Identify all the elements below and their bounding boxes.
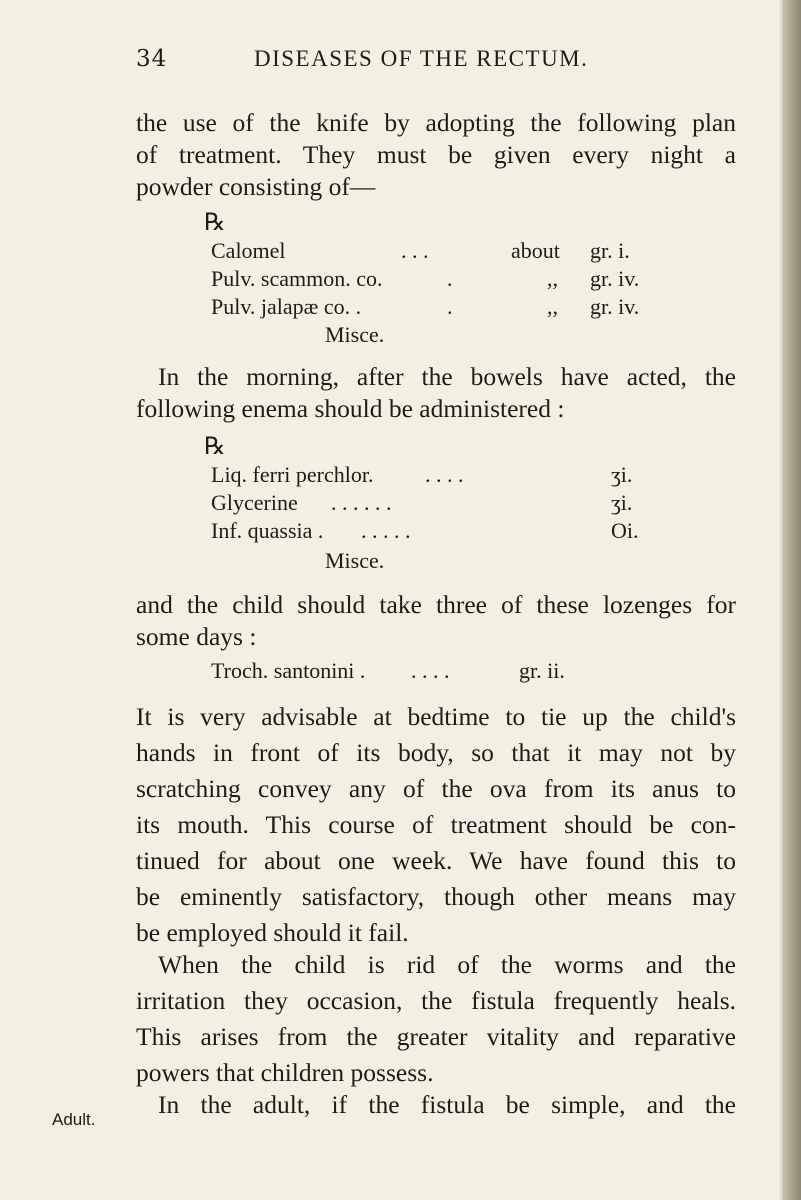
body-line: some days : bbox=[136, 622, 257, 651]
running-title: DISEASES OF THE RECTUM. bbox=[254, 46, 589, 71]
body-line: powder consisting of— bbox=[136, 172, 376, 201]
prescription-row bbox=[211, 488, 651, 518]
body-line: In the morning, after the bowels have acted, the bbox=[158, 362, 736, 391]
body-line: following enema should be administered : bbox=[136, 394, 565, 423]
prescription-row bbox=[211, 236, 651, 266]
body-line: the use of the knife by adopting the following plan bbox=[136, 108, 736, 137]
body-line: its mouth. This course of treatment should be con- bbox=[136, 810, 736, 839]
dose-qualifier: about bbox=[511, 238, 560, 263]
ingredient-name: Troch. santonini . bbox=[211, 658, 366, 683]
leader-dots: . . . . . . bbox=[331, 490, 392, 515]
dose: ʒi. bbox=[611, 462, 633, 487]
leader-dots: . bbox=[447, 266, 453, 291]
body-line: This arises from the greater vitality and reparative bbox=[136, 1022, 736, 1051]
dose: gr. ii. bbox=[519, 658, 565, 683]
ingredient-name: Calomel bbox=[211, 238, 286, 263]
ingredient-name: Pulv. scammon. co. bbox=[211, 266, 383, 291]
leader-dots: . . . . bbox=[411, 658, 450, 683]
body-line: In the adult, if the fistula be simple, and the bbox=[158, 1090, 736, 1119]
recipe-symbol: ℞ bbox=[204, 434, 226, 460]
ingredient-name: Pulv. jalapæ co. . bbox=[211, 294, 362, 319]
misce-label: Misce. bbox=[325, 322, 385, 347]
body-line: It is very advisable at bedtime to tie up the child's bbox=[136, 702, 736, 731]
ingredient-name: Glycerine bbox=[211, 490, 298, 515]
dose: gr. iv. bbox=[590, 294, 640, 319]
ingredient-name: Inf. quassia . bbox=[211, 518, 324, 543]
prescription-row bbox=[211, 264, 651, 294]
ingredient-name: Liq. ferri perchlor. bbox=[211, 462, 374, 487]
body-line: and the child should take three of these lozenges for bbox=[136, 590, 736, 619]
body-line: irritation they occasion, the fistula frequently heals. bbox=[136, 986, 736, 1015]
body-line: be eminently satisfactory, though other means may bbox=[136, 882, 736, 911]
page-edge bbox=[779, 0, 801, 1200]
body-line: hands in front of its body, so that it may not by bbox=[136, 738, 736, 767]
body-line: scratching convey any of the ova from its anus to bbox=[136, 774, 736, 803]
prescription-row bbox=[211, 292, 651, 322]
body-line: be employed should it fail. bbox=[136, 918, 409, 947]
prescription-row bbox=[211, 656, 651, 686]
dose: gr. iv. bbox=[590, 266, 640, 291]
prescription-row bbox=[211, 516, 651, 546]
dose: ʒi. bbox=[611, 490, 633, 515]
dose: Oi. bbox=[611, 518, 639, 543]
body-line: tinued for about one week. We have found this to bbox=[136, 846, 736, 875]
body-line: powers that children possess. bbox=[136, 1058, 434, 1087]
body-line: When the child is rid of the worms and the bbox=[158, 950, 736, 979]
misce-label: Misce. bbox=[325, 548, 385, 573]
dose-qualifier: ,, bbox=[547, 294, 558, 319]
leader-dots: . . . . bbox=[425, 462, 464, 487]
dose-qualifier: ,, bbox=[547, 266, 558, 291]
page-number: 34 bbox=[136, 46, 168, 72]
body-line: of treatment. They must be given every night a bbox=[136, 140, 736, 169]
leader-dots: . . . . . bbox=[361, 518, 411, 543]
prescription-row bbox=[211, 460, 651, 490]
leader-dots: . . . bbox=[401, 238, 429, 263]
leader-dots: . bbox=[447, 294, 453, 319]
running-header bbox=[136, 46, 736, 76]
margin-note: Adult. bbox=[52, 1110, 96, 1129]
recipe-symbol: ℞ bbox=[204, 210, 226, 236]
dose: gr. i. bbox=[590, 238, 630, 263]
